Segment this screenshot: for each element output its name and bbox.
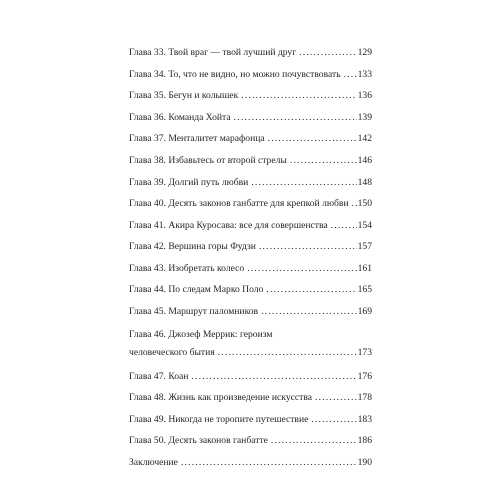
toc-entry-39 (129, 177, 372, 189)
dot-leader (344, 69, 357, 81)
toc-entry-page: 169 (357, 306, 372, 317)
toc-entry-title: Глава 44. По следам Марко Поло (129, 284, 264, 295)
toc-entry-title: Глава 40. Десять законов ганбатте для крепкой любви (129, 198, 349, 209)
toc-entry-title-continuation: человеческого бытия (129, 347, 215, 358)
toc-entry-title: Глава 41. Акира Куросава: все для совершенства (129, 220, 328, 231)
toc-entry-title: Глава 45. Маршрут паломников (129, 306, 259, 317)
dot-leader (315, 392, 357, 404)
toc-entry-page: 150 (357, 198, 372, 209)
toc-entry-36 (129, 112, 372, 124)
toc-entry-title: Глава 39. Долгий путь любви (129, 177, 249, 188)
toc-entry-42 (129, 241, 372, 253)
toc-entry-page: 148 (357, 177, 372, 188)
dot-leader (331, 220, 357, 232)
toc-entry-page: 178 (357, 392, 372, 403)
dot-leader (181, 457, 357, 469)
dot-leader (261, 306, 357, 318)
toc-entry-title: Глава 37. Менталитет марафонца (129, 133, 265, 144)
toc-entry-48 (129, 392, 372, 404)
dot-leader (218, 347, 357, 359)
toc-entry-41 (129, 220, 372, 232)
toc-entry-title: Глава 38. Избавьтесь от второй стрелы (129, 155, 287, 166)
toc-entry-43 (129, 263, 372, 275)
dot-leader (241, 90, 356, 102)
toc-entry-page: 146 (357, 155, 372, 166)
toc-entry-page: 136 (357, 90, 372, 101)
toc-entry-title: Глава 47. Коан (129, 371, 189, 382)
toc-entry-44 (129, 284, 372, 296)
toc-entry-page: 190 (357, 457, 372, 468)
toc-entry-title: Глава 50. Десять законов ганбатте (129, 435, 268, 446)
toc-entry-page: 139 (357, 112, 372, 123)
toc-entry-34 (129, 69, 372, 81)
toc-entry-page: 173 (357, 347, 372, 358)
dot-leader (191, 371, 356, 383)
toc-entry-page: 161 (357, 263, 372, 274)
toc-entry-page: 186 (357, 435, 372, 446)
toc-entry-37 (129, 133, 372, 145)
toc-entry-title: Глава 49. Никогда не торопите путешествие (129, 414, 309, 425)
toc-entry-45 (129, 306, 372, 318)
toc-entry-title: Глава 48. Жизнь как произведение искусства (129, 392, 312, 403)
dot-leader (234, 112, 357, 124)
dot-leader (247, 263, 356, 275)
toc-entry-page: 133 (357, 69, 372, 80)
toc-entry-page: 157 (357, 241, 372, 252)
toc-entry-page: 129 (357, 47, 372, 58)
toc-entry-35 (129, 90, 372, 102)
toc-entry-page: 154 (357, 220, 372, 231)
dot-leader (268, 133, 357, 145)
dot-leader (299, 47, 356, 59)
toc-entry-title: Заключение (129, 457, 178, 468)
dot-leader (271, 435, 357, 447)
toc-entry-38 (129, 155, 372, 167)
toc-entry-page: 165 (357, 284, 372, 295)
toc-entry-title: Глава 42. Вершина горы Фудзи (129, 241, 256, 252)
toc-entry-33 (129, 47, 372, 59)
toc-entry-title: Глава 36. Команда Хойта (129, 112, 231, 123)
dot-leader (311, 414, 356, 426)
toc-entry-page: 176 (357, 371, 372, 382)
toc-entry-conclusion (129, 457, 372, 469)
dot-leader (251, 177, 356, 189)
dot-leader (290, 155, 357, 167)
toc-entry-50 (129, 435, 372, 447)
toc-entry-title: Глава 46. Джозеф Меррик: героизм (129, 329, 273, 340)
toc-entry-title: Глава 35. Бегун и колышек (129, 90, 239, 101)
dot-leader (266, 284, 356, 296)
toc-entry-title: Глава 33. Твой враг — твой лучший друг (129, 47, 297, 58)
dot-leader (259, 241, 357, 253)
toc-entry-title: Глава 43. Изобретать колесо (129, 263, 245, 274)
toc-entry-49 (129, 414, 372, 426)
toc-entry-40 (129, 198, 372, 210)
toc-entry-46 (129, 329, 372, 359)
toc-entry-page: 183 (357, 414, 372, 425)
toc-entry-47 (129, 371, 372, 383)
toc-entry-page: 142 (357, 133, 372, 144)
toc-entry-title: Глава 34. То, что не видно, но можно почувствовать (129, 69, 341, 80)
dot-leader (352, 198, 357, 210)
